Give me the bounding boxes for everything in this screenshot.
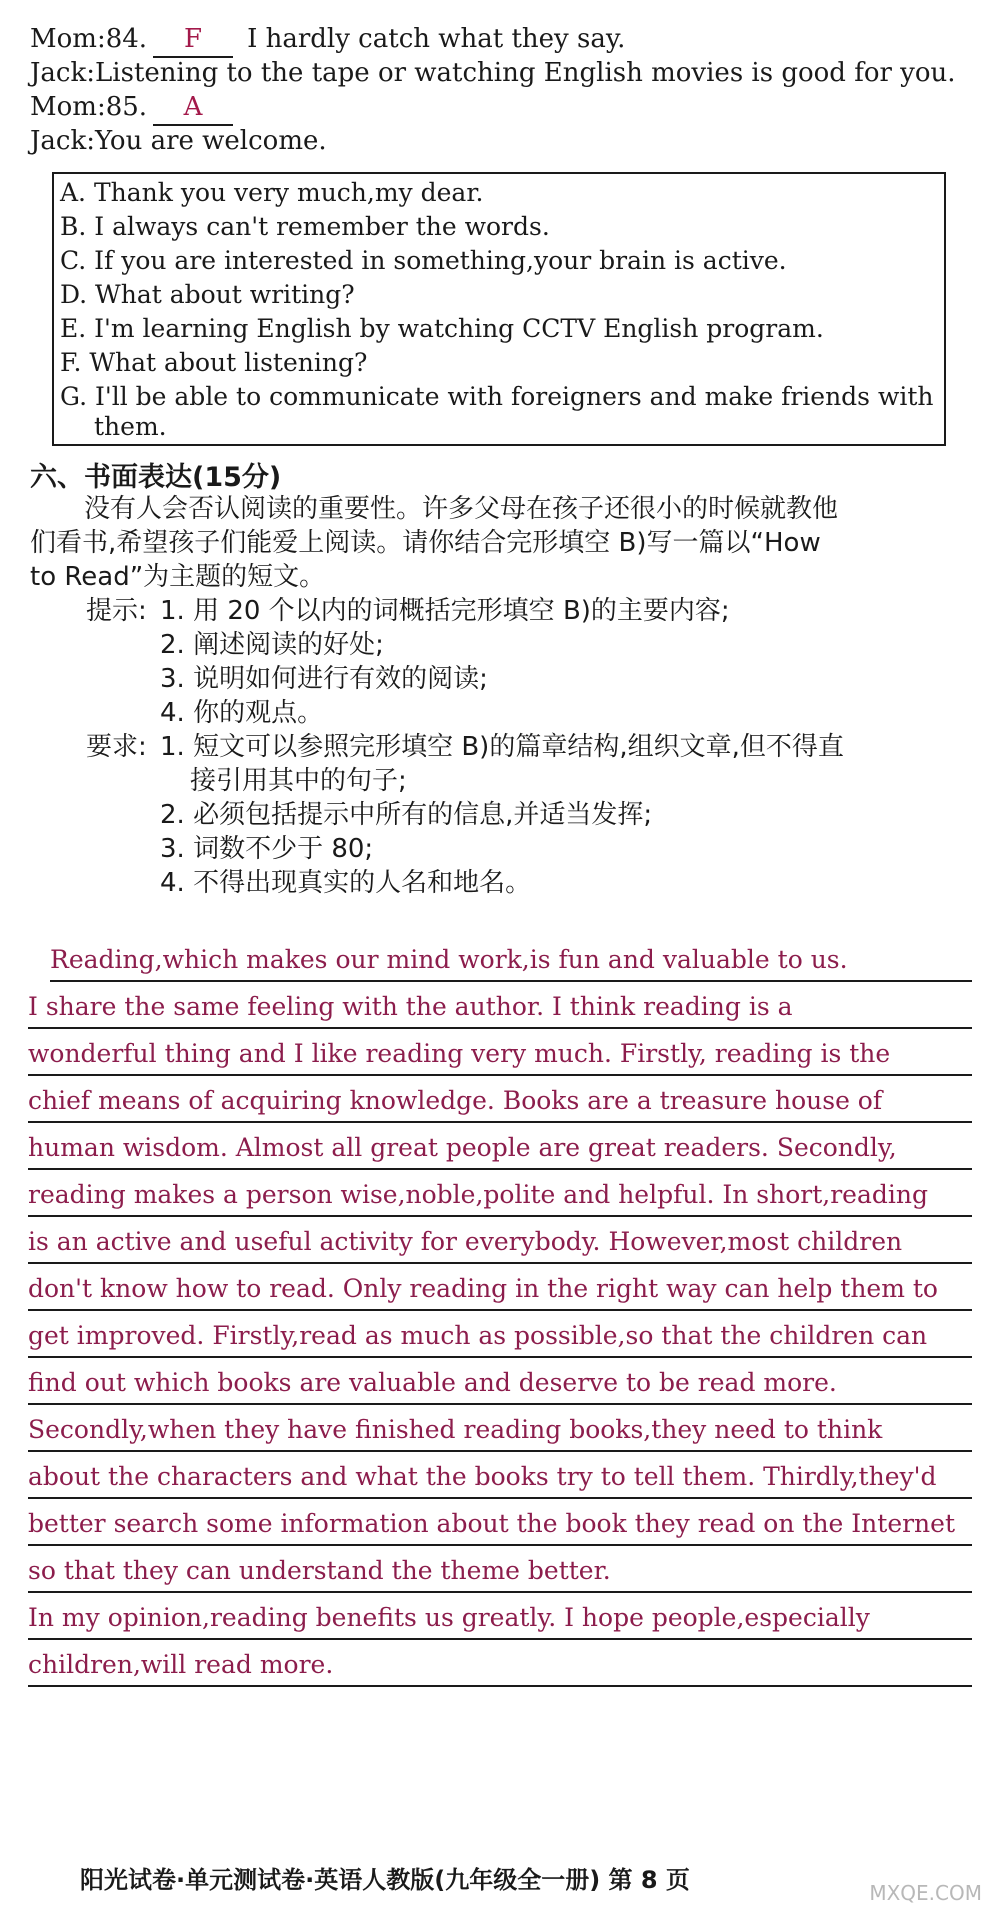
intro-line: 们看书,希望孩子们能爱上阅读。请你结合完形填空 B)写一篇以“How [30,528,821,558]
essay-line: don't know how to read. Only reading in the right way can help them to [28,1267,972,1311]
essay-line: so that they can understand the theme better. [28,1549,972,1593]
dialogue-line-85: Mom:85. A [30,90,247,126]
hints-label: 提示: [86,596,147,626]
speaker: Mom [30,92,97,122]
option-e: E. I'm learning English by watching CCTV English program. [60,314,824,343]
option-g: G. I'll be able to communicate with foreigners and make friends with [60,382,934,411]
dialogue-text: You are welcome. [95,126,327,156]
essay-line: I share the same feeling with the author. I think reading is a [28,985,972,1029]
essay-line: wonderful thing and I like reading very much. Firstly, reading is the [28,1032,972,1076]
essay-line: In my opinion,reading benefits us greatly. I hope people,especially [28,1596,972,1640]
option-c: C. If you are interested in something,your brain is active. [60,246,787,275]
page-footer: 阳光试卷·单元测试卷·英语人教版(九年级全一册) 第 8 页 [80,1866,690,1894]
essay-line: human wisdom. Almost all great people are great readers. Secondly, [28,1126,972,1170]
watermark: MXQE.COM [869,1881,982,1905]
question-number: 85. [105,92,148,122]
essay-line: about the characters and what the books try to tell them. Thirdly,they'd [28,1455,972,1499]
essay-line: children,will read more. [28,1643,972,1687]
essay-line: is an active and useful activity for everybody. However,most children [28,1220,972,1264]
requirement-item: 2. 必须包括提示中所有的信息,并适当发挥; [160,800,653,830]
options-box [52,172,946,446]
intro-line: to Read”为主题的短文。 [30,562,326,592]
dialogue-text: Listening to the tape or watching English movies is good for you. [95,58,956,88]
answer-blank: A [153,90,233,126]
essay-line: reading makes a person wise,noble,polite and helpful. In short,reading [28,1173,972,1217]
essay-line: Secondly,when they have finished reading books,they need to think [28,1408,972,1452]
option-f: F. What about listening? [60,348,368,377]
option-b: B. I always can't remember the words. [60,212,550,241]
answer-blank: F [153,22,233,58]
requirement-item: 接引用其中的句子; [190,766,407,796]
section-title: 六、书面表达(15分) [30,462,282,493]
dialogue-line-84: Mom:84. F I hardly catch what they say. [30,22,625,58]
hint-item: 4. 你的观点。 [160,698,324,728]
dialogue-line: Jack:You are welcome. [30,126,327,156]
option-d: D. What about writing? [60,280,355,309]
requirement-item: 1. 短文可以参照完形填空 B)的篇章结构,组织文章,但不得直 [160,732,844,762]
speaker: Mom [30,24,97,54]
hint-item: 1. 用 20 个以内的词概括完形填空 B)的主要内容; [160,596,730,626]
option-g-cont: them. [94,412,167,441]
dialogue-text: I hardly catch what they say. [247,24,626,54]
essay-line: chief means of acquiring knowledge. Books are a treasure house of [28,1079,972,1123]
dialogue-line: Jack:Listening to the tape or watching English movies is good for you. [30,58,956,88]
speaker: Jack [30,126,87,156]
hint-item: 2. 阐述阅读的好处; [160,630,384,660]
hint-item: 3. 说明如何进行有效的阅读; [160,664,488,694]
option-a: A. Thank you very much,my dear. [60,178,484,207]
requirement-item: 3. 词数不少于 80; [160,834,374,864]
intro-line: 没有人会否认阅读的重要性。许多父母在孩子还很小的时候就教他 [84,494,839,524]
speaker: Jack [30,58,87,88]
essay-line: better search some information about the book they read on the Internet [28,1502,972,1546]
requirements-label: 要求: [86,732,147,762]
requirement-item: 4. 不得出现真实的人名和地名。 [160,868,532,898]
essay-line: Reading,which makes our mind work,is fun and valuable to us. [50,938,972,982]
question-number: 84. [105,24,148,54]
essay-line: get improved. Firstly,read as much as possible,so that the children can [28,1314,972,1358]
essay-line: find out which books are valuable and deserve to be read more. [28,1361,972,1405]
